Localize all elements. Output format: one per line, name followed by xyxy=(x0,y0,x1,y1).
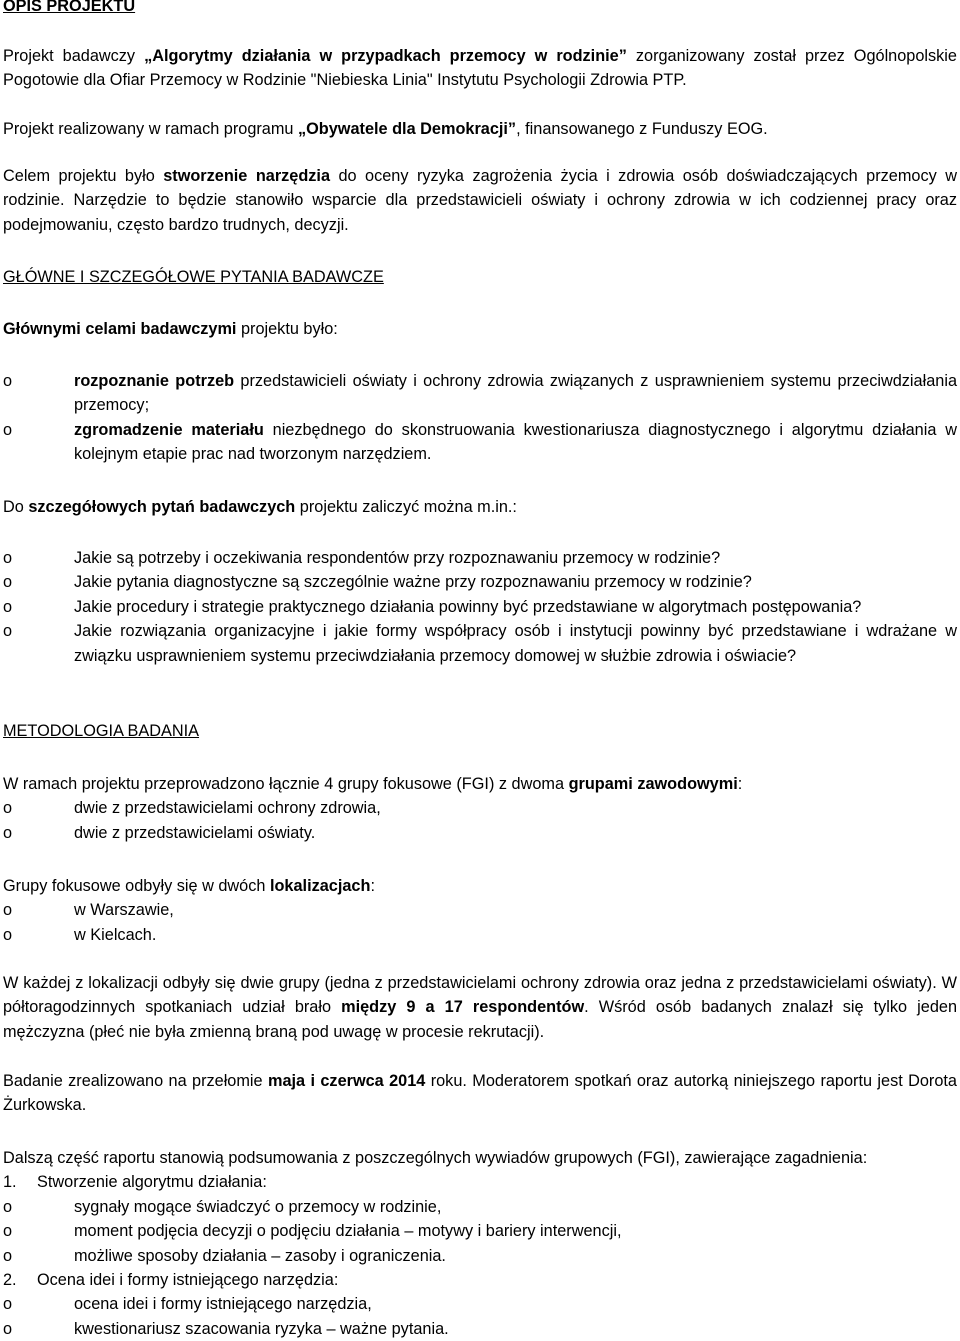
text-span: . Wśród osób badanych znalazł się tylko jeden mężczyzna (płeć nie była zmienną braną pod uwagę w procesie rekrutacji). xyxy=(3,998,957,1041)
text-span: niezbędnego do skonstruowania kwestionariusza diagnostycznego i algorytmu działania w kolejnym etapie prac nad tworzonym narzędziem. xyxy=(74,420,957,464)
text-span: projektu było: xyxy=(236,320,338,338)
program-name: „Obywatele dla Demokracji” xyxy=(298,120,517,138)
intro-paragraph-goal xyxy=(3,164,957,237)
text-bold: między 9 a 17 respondentów xyxy=(341,998,585,1017)
text-bold: Głównymi celami badawczymi xyxy=(3,320,237,338)
text-span: , finansowanego z Funduszy EOG. xyxy=(516,120,768,138)
list-item: o dwie z przedstawicielami oświaty. xyxy=(3,821,957,845)
locations-list xyxy=(3,898,957,947)
text-bold: lokalizacjach xyxy=(269,877,371,895)
text-span: projektu zaliczyć można m.in.: xyxy=(295,498,517,516)
item-number: 1. xyxy=(3,1173,17,1192)
text-span: do oceny ryzyka zagrożenia życia i zdrowia osób doświadczających przemocy w rodzinie. Narzędzie to będzie stanowiło wsparcie dla przedstawicieli oświaty i ochrony zdrowia w ich codziennej pracy oraz podejmowaniu, często bardzo trudnych, decyzji. xyxy=(3,167,957,234)
groups-block xyxy=(3,772,957,845)
detail-questions xyxy=(3,546,957,668)
list-item: o ocena idei i formy istniejącego narzędzia, xyxy=(3,1292,957,1316)
list-item: o moment podjęcia decyzji o podjęciu działania – motywy i bariery interwencji, xyxy=(3,1219,957,1243)
locations-block xyxy=(3,874,957,947)
text-span: Projekt badawczy xyxy=(3,47,145,65)
text-bold: zgromadzenie materiału xyxy=(74,420,264,439)
text-span: zorganizowany został przez Ogólnopolskie Pogotowie dla Ofiar Przemocy w Rodzinie "Niebieska Linia" Instytutu Psychologii Zdrowia PTP. xyxy=(3,47,957,90)
intro-program xyxy=(3,117,957,141)
text-span: : xyxy=(370,877,375,895)
numbered-item xyxy=(3,1268,957,1341)
locations-intro xyxy=(3,874,957,898)
document-title: OPIS PROJEKTU xyxy=(3,0,136,15)
detail-questions-list xyxy=(3,546,957,668)
text-span: W każdej z lokalizacji odbyły się dwie grupy (jedna z przedstawicielami ochrony zdrowia oraz jedna z przedstawicielami oświaty). W półtoragodzinnych spotkaniach udział brało xyxy=(3,974,957,1017)
text-span: Projekt realizowany w ramach programu xyxy=(3,120,298,138)
timing-block xyxy=(3,1069,957,1118)
list-item: o możliwe sposoby działania – zasoby i ograniczenia. xyxy=(3,1244,957,1268)
questions-heading: GŁÓWNE I SZCZEGÓŁOWE PYTANIA BADAWCZE xyxy=(3,268,384,286)
text-span: przedstawicieli oświaty i ochrony zdrowia związanych z usprawnieniem systemu przeciwdziałania przemocy; xyxy=(74,372,957,415)
text-span: W ramach projektu przeprowadzono łącznie 4 grupy fokusowe (FGI) z dwoma xyxy=(3,775,569,793)
text-span: Badanie zrealizowano na przełomie xyxy=(3,1072,268,1090)
main-goals-intro-text xyxy=(3,317,957,341)
list-item: o w Kielcach. xyxy=(3,923,957,947)
text-bold: szczegółowych pytań badawczych xyxy=(28,498,296,516)
text-bold: grupami zawodowymi xyxy=(568,775,738,793)
text-span: Grupy fokusowe odbyły się w dwóch xyxy=(3,877,270,895)
list-item xyxy=(3,369,957,418)
main-goals xyxy=(3,369,957,467)
detail-intro xyxy=(3,495,957,519)
list-item: o Jakie rozwiązania organizacyjne i jakie formy współpracy osób i instytucji powinny być przedstawiane i wdrażane w związku usprawnieniem systemu przeciwdziałania przemocy domowej w służbie zdrowia i oświacie? xyxy=(3,619,957,668)
summary-block xyxy=(3,1146,957,1341)
text-bold: rozpoznanie potrzeb xyxy=(74,372,235,390)
numbered-item xyxy=(3,1170,957,1268)
list-item: o sygnały mogące świadczyć o przemocy w rodzinie, xyxy=(3,1195,957,1219)
main-goals-intro xyxy=(3,317,957,341)
intro-section xyxy=(3,44,957,93)
participants-paragraph xyxy=(3,971,957,1044)
main-goals-list xyxy=(3,369,957,467)
list-item: o Jakie są potrzeby i oczekiwania respondentów przy rozpoznawaniu przemocy w rodzinie? xyxy=(3,546,957,570)
item-label: Ocena idei i formy istniejącego narzędzia: xyxy=(37,1271,339,1290)
summary-intro: Dalszą część raportu stanowią podsumowania z poszczególnych wywiadów grupowych (FGI), zawierające zagadnienia: xyxy=(3,1149,868,1167)
item-number: 2. xyxy=(3,1271,17,1290)
questions-section xyxy=(3,265,957,289)
list-item: o Jakie pytania diagnostyczne są szczególnie ważne przy rozpoznawaniu przemocy w rodzinie? xyxy=(3,570,957,594)
sub-list xyxy=(3,1195,957,1268)
timing-paragraph xyxy=(3,1069,957,1118)
goal-highlight: stworzenie narzędzia xyxy=(163,167,331,185)
list-item: o dwie z przedstawicielami ochrony zdrowia, xyxy=(3,796,957,820)
text-bold: maja i czerwca 2014 xyxy=(267,1072,426,1090)
intro-paragraph-program xyxy=(3,117,957,141)
groups-list xyxy=(3,796,957,845)
participants-block xyxy=(3,971,957,1044)
methodology-heading: METODOLOGIA BADANIA xyxy=(3,722,200,740)
list-item: o kwestionariusz szacowania ryzyka – ważne pytania. xyxy=(3,1317,957,1341)
item-label: Stworzenie algorytmu działania: xyxy=(37,1173,267,1192)
list-item: o w Warszawie, xyxy=(3,898,957,922)
sub-list xyxy=(3,1292,957,1341)
project-name: „Algorytmy działania w przypadkach przemocy w rodzinie” xyxy=(144,47,627,65)
list-item xyxy=(3,418,957,467)
numbered-item-line xyxy=(3,1170,957,1194)
text-span: Do xyxy=(3,498,29,516)
methodology-section xyxy=(3,719,957,743)
numbered-item-line xyxy=(3,1268,957,1292)
text-span: : xyxy=(737,775,743,793)
intro-paragraph-project xyxy=(3,44,957,93)
text-span: roku. Moderatorem spotkań oraz autorką niniejszego raportu jest Dorota Żurkowska. xyxy=(3,1072,957,1115)
list-item: o Jakie procedury i strategie praktycznego działania powinny być przedstawiane w algorytmach postępowania? xyxy=(3,595,957,619)
text-span: Celem projektu było xyxy=(3,167,164,185)
intro-goal xyxy=(3,164,957,237)
summary-numbered-list xyxy=(3,1170,957,1341)
detail-intro-text xyxy=(3,495,957,519)
groups-intro xyxy=(3,772,957,796)
